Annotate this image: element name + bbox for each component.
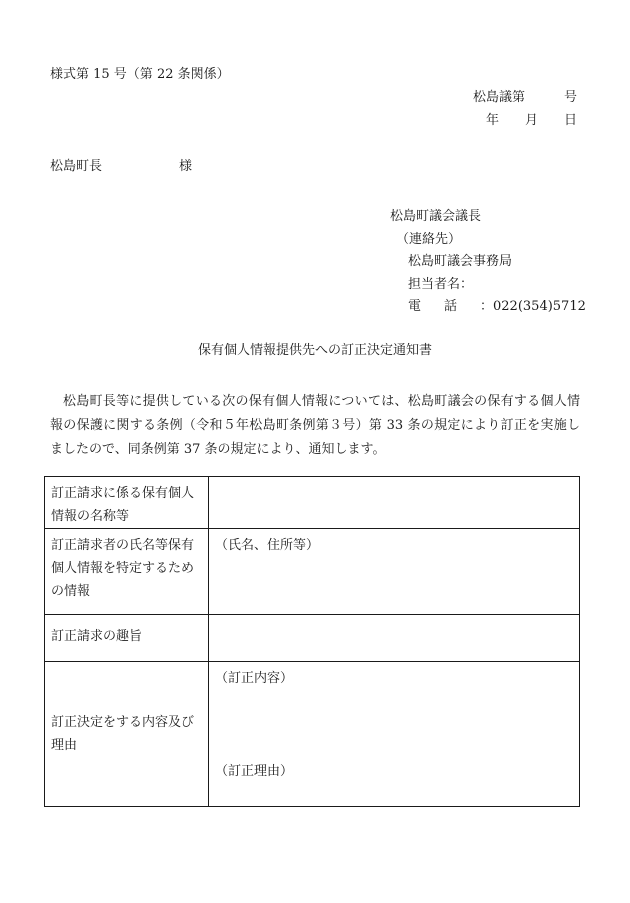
document-number-line: 松島議第 号	[472, 90, 577, 105]
row-value-decision	[209, 662, 580, 807]
sender-phone-label: 電話	[408, 299, 481, 314]
info-table	[44, 476, 580, 807]
addressee-honorific: 様	[179, 159, 193, 174]
table-row	[45, 662, 580, 807]
row-label-info-name: 訂正請求に係る保有個人情報の名称等	[45, 477, 209, 529]
row-label-requester: 訂正請求者の氏名等保有個人情報を特定するための情報	[45, 529, 209, 615]
table-row	[45, 529, 580, 615]
sender-person-label: 担当者名：	[408, 276, 474, 292]
form-number: 様式第 15 号（第 22 条関係）	[50, 67, 230, 82]
document-date-line: 年 月 日	[485, 113, 577, 128]
row-value-info-name	[209, 477, 580, 529]
sender-office: 松島町議会事務局	[408, 254, 513, 269]
addressee-title: 松島町長	[50, 159, 103, 174]
decision-reason-label: （訂正理由）	[215, 764, 294, 779]
row-label-decision: 訂正決定をする内容及び理由	[45, 662, 209, 807]
document-title: 保有個人情報提供先への訂正決定通知書	[197, 343, 432, 358]
sender-phone	[390, 296, 586, 319]
decision-content-label: （訂正内容）	[215, 671, 294, 686]
row-label-purpose: 訂正請求の趣旨	[45, 615, 209, 662]
sender-block	[390, 206, 586, 319]
sender-title: 松島町議会議長	[390, 209, 482, 224]
addressee-line	[50, 160, 192, 173]
table-row	[45, 477, 580, 529]
table-row	[45, 615, 580, 662]
row-value-requester: （氏名、住所等）	[209, 529, 580, 615]
sender-phone-value: ：022(354)5712	[480, 299, 586, 314]
row-value-purpose	[209, 615, 580, 662]
body-text: 松島町長等に提供している次の保有個人情報については、松島町議会の保有する個人情報の保護に関する条例（令和５年松島町条例第３号）第 33 条の規定により訂正を実施しましたので、同条例第 37 条の規定により、通知します。	[50, 394, 580, 457]
sender-contact-label: （連絡先）	[396, 231, 462, 247]
